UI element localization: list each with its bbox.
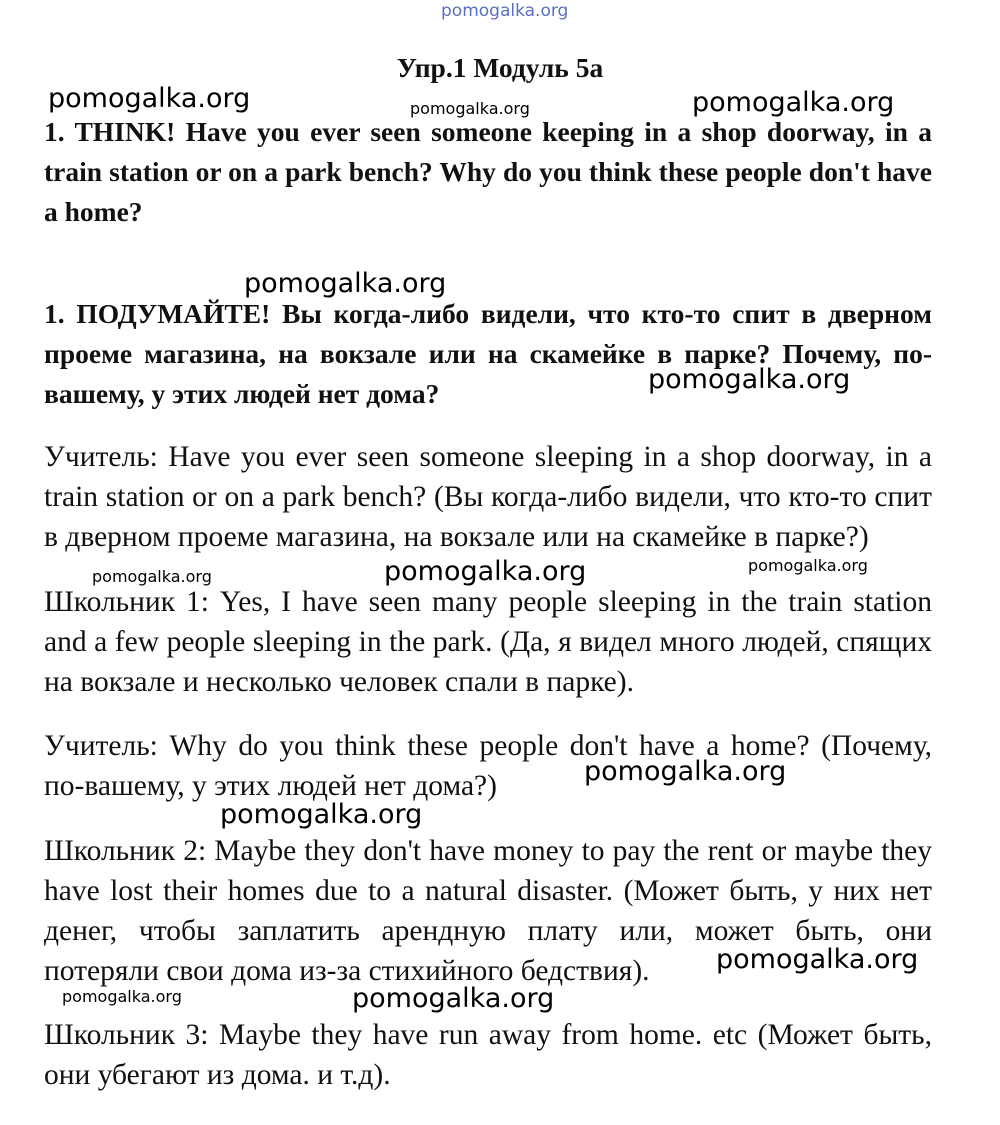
task-russian: 1. ПОДУМАЙТЕ! Вы когда-либо видели, что кто-то спит в дверном проеме магазина, на вокзале или на скамейке в парке? Почему, по-вашему, у этих людей нет дома? bbox=[44, 298, 932, 409]
watermark: pomogalka.org bbox=[648, 364, 851, 395]
site-link[interactable]: pomogalka.org bbox=[441, 1, 569, 21]
watermark: pomogalka.org bbox=[48, 83, 251, 114]
watermark: pomogalka.org bbox=[244, 268, 447, 299]
page-title: Упр.1 Модуль 5а bbox=[396, 52, 604, 83]
watermark: pomogalka.org bbox=[352, 983, 555, 1014]
dialog-student-3: Школьник 3: Maybe they have run away from home. etc (Может быть, они убегают из дома. и т.д). bbox=[44, 1019, 932, 1091]
watermark: pomogalka.org bbox=[748, 556, 868, 575]
watermark: pomogalka.org bbox=[584, 756, 787, 787]
watermark: pomogalka.org bbox=[92, 567, 212, 586]
dialog-student-2: Школьник 2: Maybe they don't have money to pay the rent or maybe they have lost their homes due to a natural disaster. (Может быть, у них нет денег, чтобы заплатить арендную плату или, может быть, они потеряли свои дома из-за стихийного бедствия). bbox=[44, 835, 932, 987]
dialog-teacher-1: Учитель: Have you ever seen someone sleeping in a shop doorway, in a train station or on a park bench? (Вы когда-либо видели, что кто-то спит в дверном проеме магазина, на вокзале или на скамейке в парке?) bbox=[44, 441, 932, 553]
watermark: pomogalka.org bbox=[384, 556, 587, 587]
watermark: pomogalka.org bbox=[716, 944, 919, 975]
watermark: pomogalka.org bbox=[62, 987, 182, 1006]
watermark: pomogalka.org bbox=[220, 799, 423, 830]
dialog-teacher-2: Учитель: Why do you think these people don't have a home? (Почему, по-вашему, у этих людей нет дома?) bbox=[44, 730, 932, 802]
watermark: pomogalka.org bbox=[692, 87, 895, 118]
dialog-student-1: Школьник 1: Yes, I have seen many people sleeping in the train station and a few people sleeping in the park. (Да, я видел много людей, спящих на вокзале и несколько человек спали в парке). bbox=[44, 586, 932, 698]
task-english: 1. THINK! Have you ever seen someone keeping in a shop doorway, in a train station or on a park bench? Why do you think these people don't have a home? bbox=[44, 116, 932, 227]
watermark: pomogalka.org bbox=[410, 99, 530, 118]
